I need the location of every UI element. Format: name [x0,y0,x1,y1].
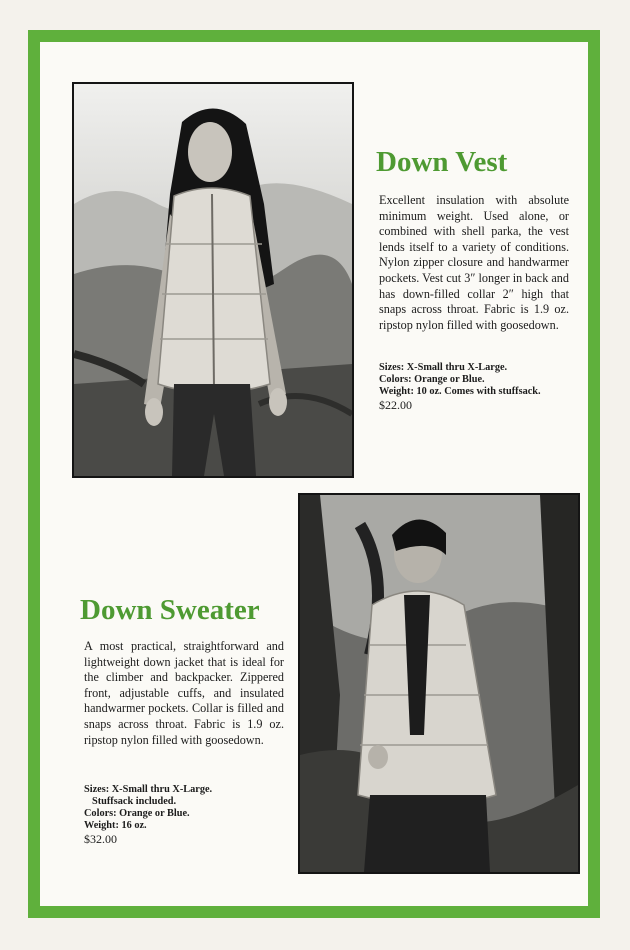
sweater-description: A most practical, straightforward and lightweight down jacket that is ideal for the climber and backpacker. Zippered front, adjustable cuffs, and insulated handwarmer pockets. Collar is filled and snaps across throat. Fabric is 1.9 oz. ripstop nylon filled with goosedown. [84,639,284,747]
sweater-colors: Colors: Orange or Blue. [84,808,190,819]
sweater-title: Down Sweater [80,594,260,626]
vest-specs [379,362,541,413]
sweater-sizes: Sizes: X-Small thru X-Large. [84,784,213,795]
vest-sizes: Sizes: X-Small thru X-Large. [379,362,508,373]
vest-colors: Colors: Orange or Blue. [379,374,485,385]
sweater-photo [298,493,580,874]
sweater-price: $32.00 [84,832,117,846]
sweater-specs [84,784,212,847]
page-frame [28,30,600,918]
vest-photo [72,82,354,478]
vest-title: Down Vest [376,146,508,178]
sweater-stuffsack: Stuffsack included. [92,796,177,807]
sweater-weight: Weight: 16 oz. [84,820,147,831]
vest-weight: Weight: 10 oz. Comes with stuffsack. [379,386,541,397]
vest-description: Excellent insulation with absolute minimum weight. Used alone, or combined with shell parka, the vest lends itself to a variety of conditions. Nylon zipper closure and handwarmer pockets. Vest cut 3″ longer in back and has down-filled collar 2″ high that snaps across throat. Fabric is 1.9 oz. ripstop nylon filled with goosedown. [379,193,569,332]
vest-price: $22.00 [379,398,412,412]
